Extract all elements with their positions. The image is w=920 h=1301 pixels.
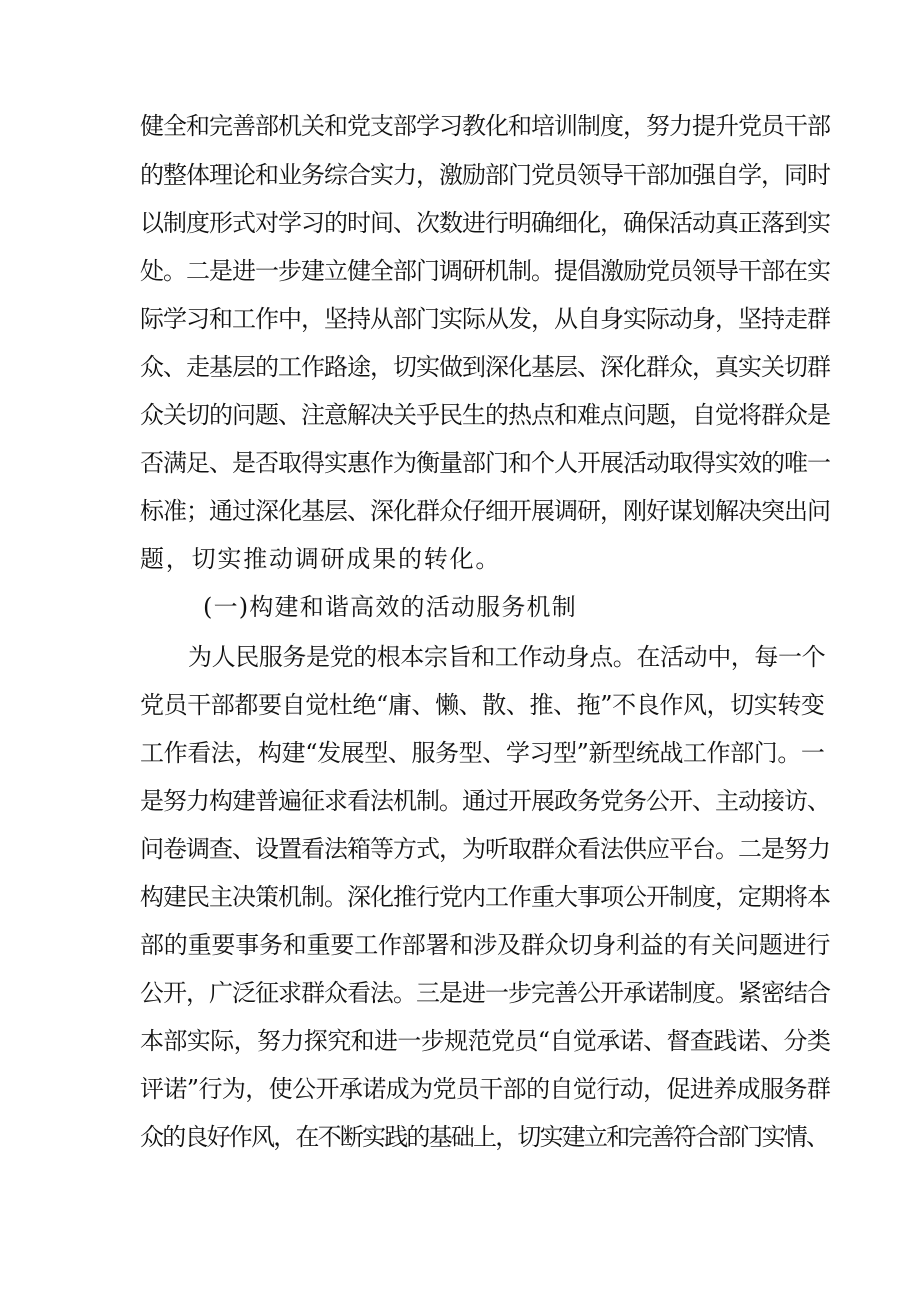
paragraph-line: 处。二是进一步建立健全部门调研机制。提倡激励党员领导干部在实 [140,257,830,285]
paragraph-line: 众的良好作风，在不断实践的基础上，切实建立和完善符合部门实情、 [140,1123,829,1151]
paragraph-line: 际学习和工作中，坚持从部门实际从发，从自身实际动身，坚持走群 [140,305,830,333]
paragraph-line: 众、走基层的工作路途，切实做到深化基层、深化群众，真实关切群 [140,353,830,381]
paragraph-line: 标准；通过深化基层、深化群众仔细开展调研，刚好谋划解决突出问 [140,497,830,525]
paragraph-line: 部的重要事务和重要工作部署和涉及群众切身利益的有关问题进行 [140,931,831,959]
section-heading: (一)构建和谐高效的活动服务机制 [203,593,577,621]
paragraph-line: 否满足、是否取得实惠作为衡量部门和个人开展活动取得实效的唯一 [140,449,830,477]
paragraph-line: 公开，广泛征求群众看法。三是进一步完善公开承诺制度。紧密结合 [140,979,830,1007]
paragraph-line: 工作看法，构建“发展型、服务型、学习型”新型统战工作部门。一 [140,739,825,767]
paragraph-line: 的整体理论和业务综合实力，激励部门党员领导干部加强自学，同时 [140,161,830,189]
paragraph-line: 健全和完善部机关和党支部学习教化和培训制度，努力提升党员干部 [140,112,830,140]
paragraph-line: 是努力构建普遍征求看法机制。通过开展政务党务公开、主动接访、 [140,787,830,815]
paragraph-line: 评诺”行为，使公开承诺成为党员干部的自觉行动，促进养成服务群 [140,1075,831,1103]
paragraph-line: 以制度形式对学习的时间、次数进行明确细化，确保活动真正落到实 [140,209,830,237]
paragraph-line: 问卷调查、设置看法箱等方式，为听取群众看法供应平台。二是努力 [140,835,830,863]
paragraph-line: 党员干部都要自觉杜绝“庸、懒、散、推、拖”不良作风，切实转变 [140,691,825,719]
paragraph-line: 为人民服务是党的根本宗旨和工作动身点。在活动中，每一个 [188,643,826,671]
paragraph-line: 构建民主决策机制。深化推行党内工作重大事项公开制度，定期将本 [140,883,830,911]
paragraph-line: 众关切的问题、注意解决关乎民生的热点和难点问题，自觉将群众是 [140,401,830,429]
paragraph-line: 题，切实推动调研成果的转化。 [140,545,502,573]
paragraph-line: 本部实际，努力探究和进一步规范党员“自觉承诺、督查践诺、分类 [140,1027,831,1055]
